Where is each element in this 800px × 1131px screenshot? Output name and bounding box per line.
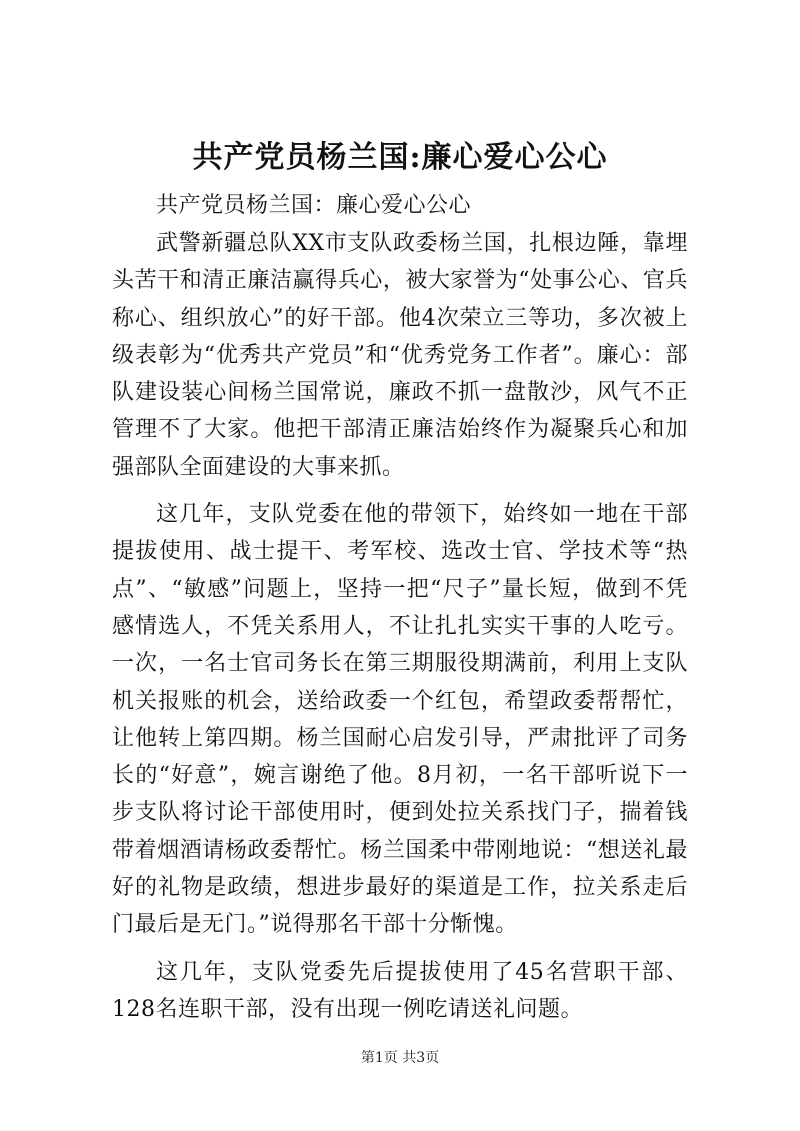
document-subtitle: 共产党员杨兰国：廉心爱心公心 <box>156 193 472 218</box>
page-footer: 第1页 共3页 <box>360 1050 440 1066</box>
document-title: 共产党员杨兰国:廉心爱心公心 <box>192 140 608 175</box>
document-body <box>112 188 688 1028</box>
paragraph: 武警新疆总队XX市支队政委杨兰国，扎根边陲，靠埋头苦干和清正廉洁赢得兵心，被大家誉为“处事公心、官兵称心、组织放心”的好干部。他4次荣立三等功，多次被上级表彰为“优秀共产党员”和“优秀党务工作者”。廉心：部队建设装心间杨兰国常说，廉政不抓一盘散沙，风气不正管理不了大家。他把干部清正廉洁始终作为凝聚兵心和加强部队全面建设的大事来抓。 <box>112 231 688 480</box>
paragraph: 这几年，支队党委先后提拔使用了45名营职干部、128名连职干部，没有出现一例吃请送礼问题。 <box>112 959 688 1022</box>
paragraph: 这几年，支队党委在他的带领下，始终如一地在干部提拔使用、战士提干、考军校、选改士官、学技术等“热点”、“敏感”问题上，坚持一把“尺子”量长短，做到不凭感情选人，不凭关系用人，不让扎扎实实干事的人吃亏。一次，一名士官司务长在第三期服役期满前，利用上支队机关报账的机会，送给政委一个红包，希望政委帮帮忙，让他转上第四期。杨兰国耐心启发引导，严肃批评了司务长的“好意”，婉言谢绝了他。8月初，一名干部听说下一步支队将讨论干部使用时，便到处拉关系找门子，揣着钱带着烟酒请杨政委帮忙。杨兰国柔中带刚地说：“想送礼最好的礼物是政绩，想进步最好的渠道是工作，拉关系走后门最后是无门。”说得那名干部十分惭愧。 <box>112 502 688 938</box>
